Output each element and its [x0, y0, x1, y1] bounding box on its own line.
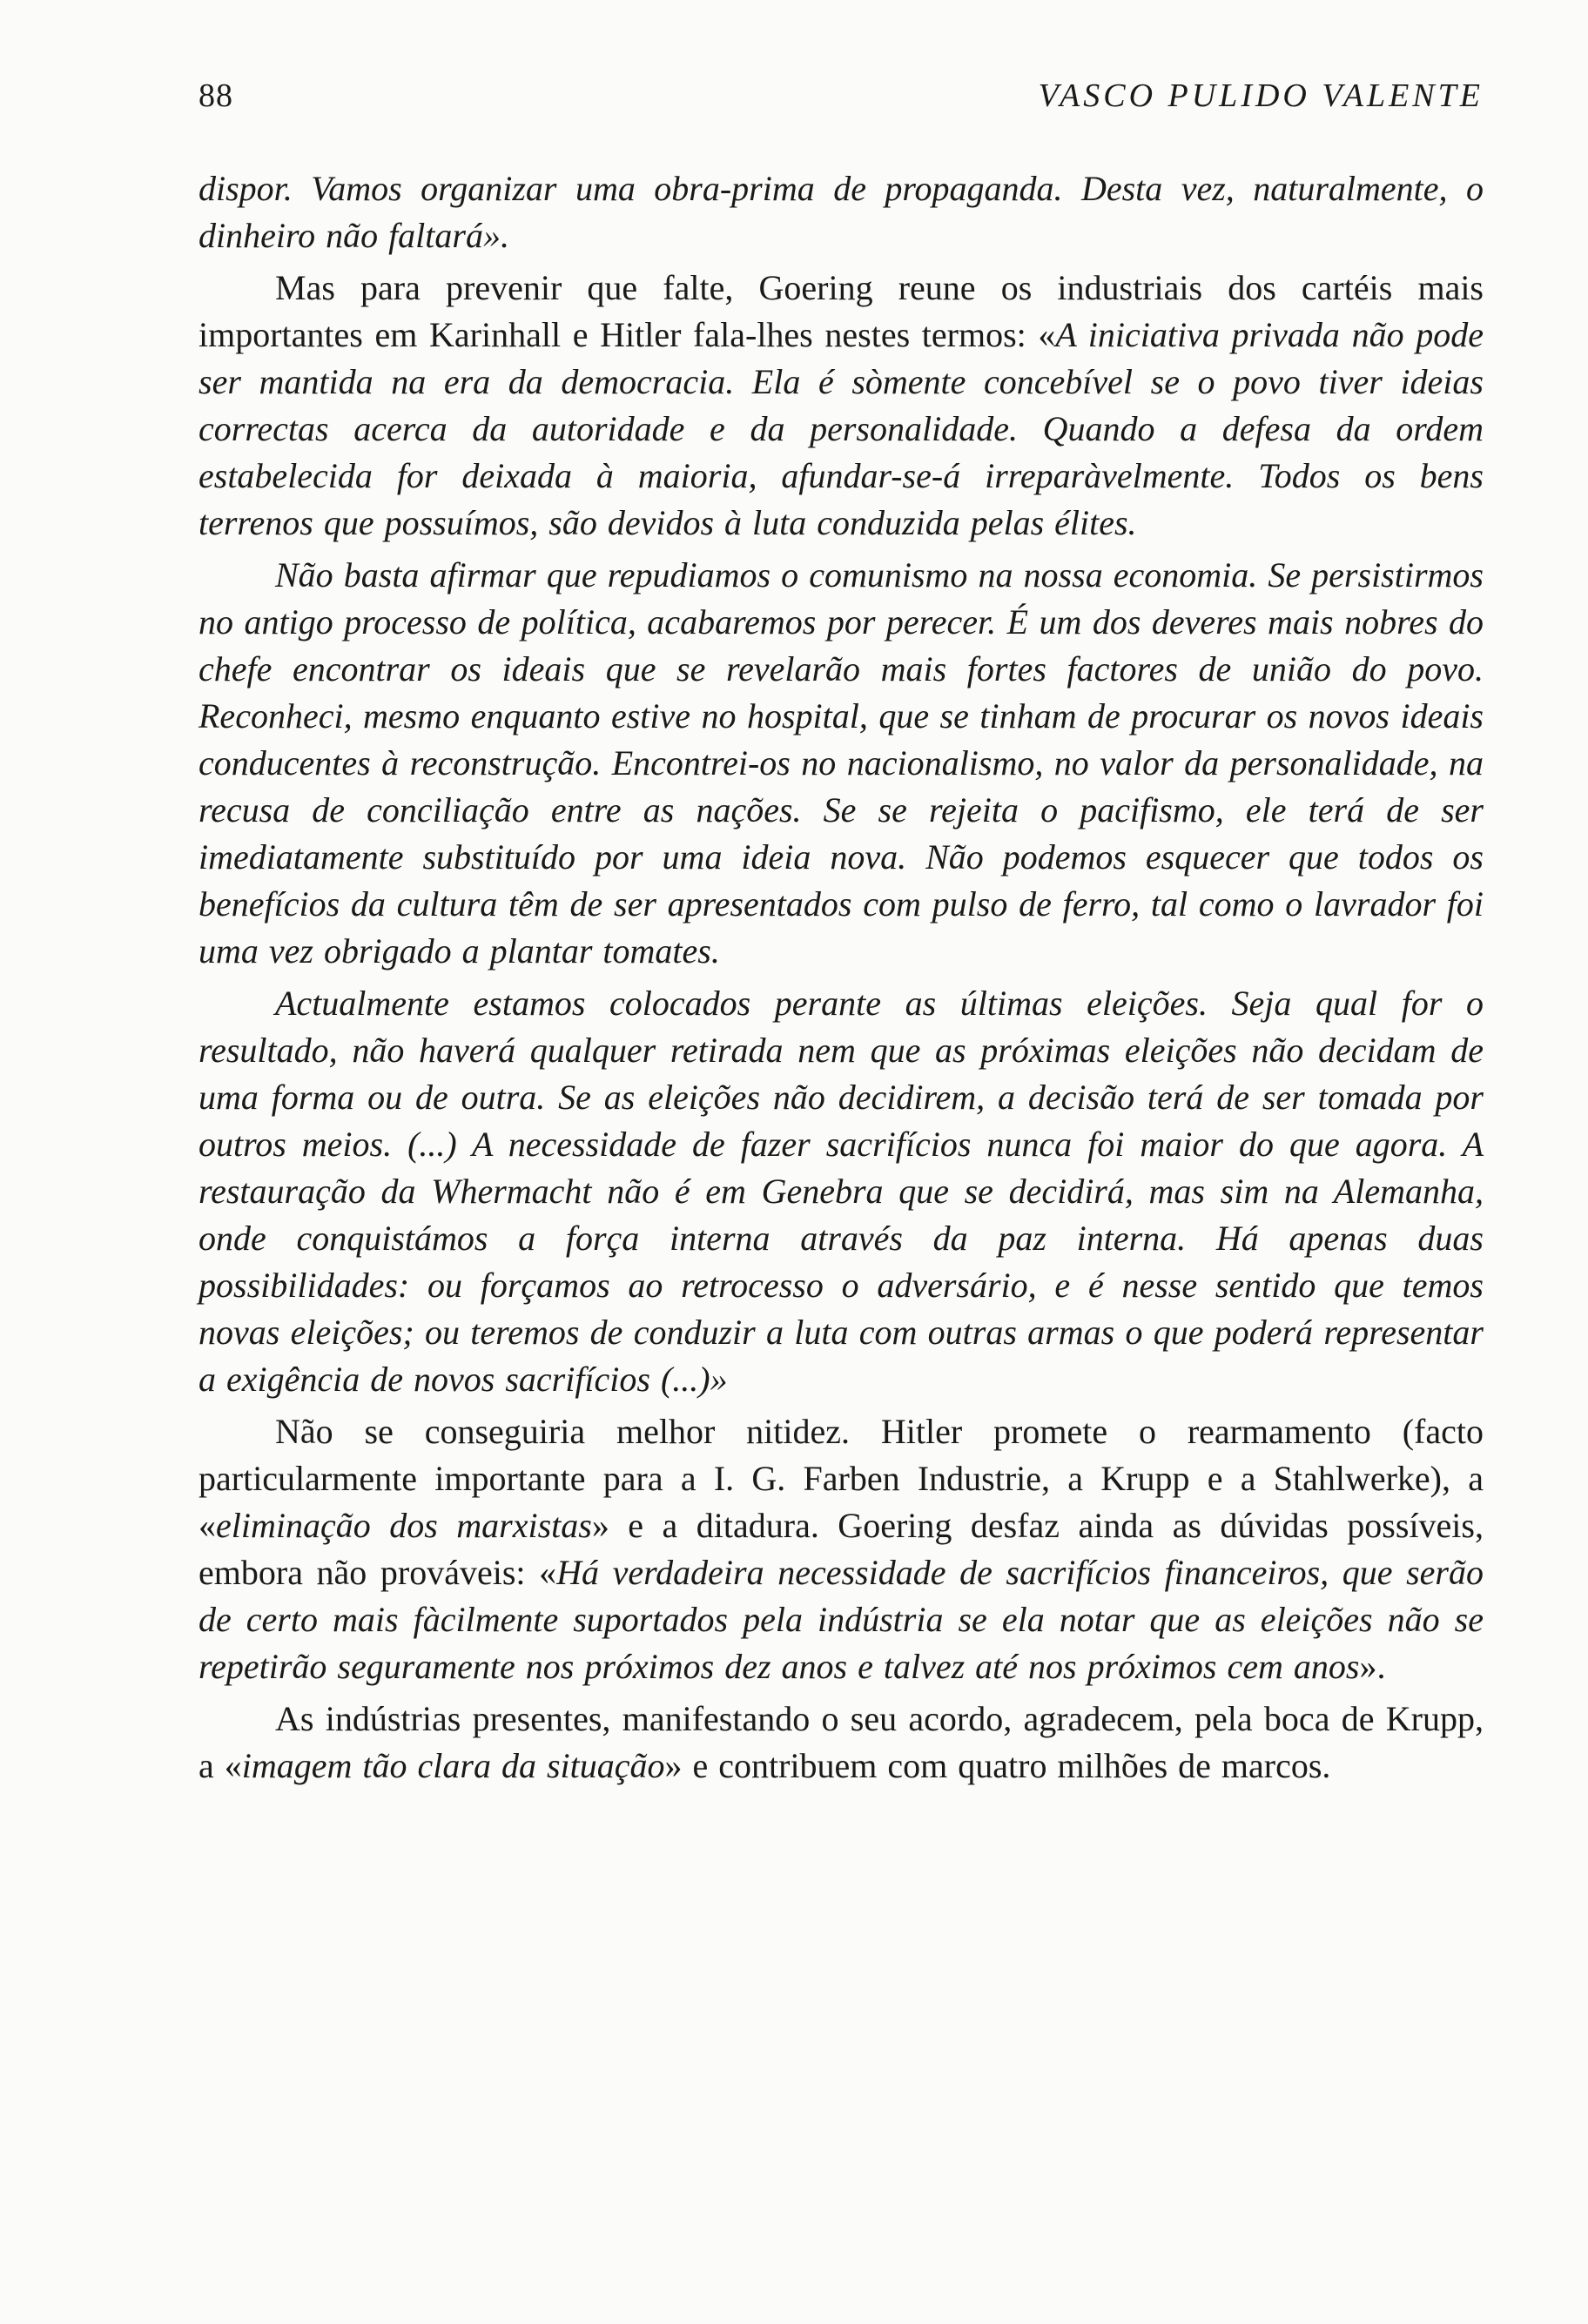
- running-head: VASCO PULIDO VALENTE: [1038, 77, 1484, 114]
- paragraph-6-quote: imagem tão clara da situação: [241, 1746, 665, 1785]
- paragraph-5-quote-a: eliminação dos marxistas: [216, 1506, 592, 1545]
- page-number: 88: [198, 77, 233, 114]
- paragraph-3: Não basta afirmar que repudiamos o comunismo na nossa economia. Se persistirmos no antigo processo de política, acabaremos por perecer. É um dos deveres mais nobres do chefe encontrar os ideais que se revelarão mais fortes factores de união do povo. Reconheci, mesmo enquanto estive no hospital, que se tinham de procurar os novos ideais conducentes à reconstrução. Encontrei-os no nacionalismo, no valor da personalidade, na recusa de conciliação entre as nações. Se se rejeita o pacifismo, ele terá de ser imediatamente substituído por uma ideia nova. Não podemos esquecer que todos os benefícios da cultura têm de ser apresentados com pulso de ferro, tal como o lavrador foi uma vez obrigado a plantar tomates.: [198, 555, 1484, 971]
- paragraph-6: [198, 1696, 1484, 1790]
- paragraph-1: dispor. Vamos organizar uma obra-prima de propaganda. Desta vez, naturalmente, o dinheiro não faltará».: [198, 169, 1484, 255]
- paragraph-5: [198, 1408, 1484, 1690]
- paragraph-2-roman: Mas para prevenir que falte, Goering reune os industriais dos cartéis mais importantes em Karinhall e Hitler fala-lhes nestes termos: «: [198, 268, 1484, 354]
- paragraph-5-quote-b: Há verdadeira necessidade de sacrifícios financeiros, que serão de certo mais fàcilmente suportados pela indústria se ela notar que as eleições não se repetirão seguramente nos próximos dez anos e talvez até nos próximos cem anos: [198, 1553, 1484, 1686]
- paragraph-2-quote: A iniciativa privada não pode ser mantida na era da democracia. Ela é sòmente concebível se o povo tiver ideias correctas acerca da autoridade e da personalidade. Quando a defesa da ordem estabelecida for deixada à maioria, afundar-se-á irreparàvelmente. Todos os bens terrenos que possuímos, são devidos à luta conduzida pelas élites.: [198, 315, 1484, 542]
- page-header: [198, 77, 1484, 120]
- paragraph-6-text-b: » e contribuem com quatro milhões de marcos.: [664, 1746, 1331, 1785]
- paragraph-5-text-a: Não se conseguiria melhor nitidez. Hitler promete o rearmamento (facto particularmente importante para a I. G. Farben Industrie, a Krupp e a Stahlwerke), a «: [198, 1412, 1484, 1545]
- paragraph-5-text-b: » e a ditadura. Goering desfaz ainda as dúvidas possíveis, embora não prováveis: «: [198, 1506, 1484, 1592]
- paragraph-2: [198, 265, 1484, 547]
- paragraph-6-text-a: As indústrias presentes, manifestando o seu acordo, agradecem, pela boca de Krupp, a «: [198, 1699, 1484, 1785]
- body-text: [198, 165, 1484, 1790]
- paragraph-5-text-c: ».: [1359, 1647, 1386, 1686]
- paragraph-4: Actualmente estamos colocados perante as últimas eleições. Seja qual for o resultado, não haverá qualquer retirada nem que as próximas eleições não decidam de uma forma ou de outra. Se as eleições não decidirem, a decisão terá de ser tomada por outros meios. (...) A necessidade de fazer sacrifícios nunca foi maior do que agora. A restauração da Whermacht não é em Genebra que se decidirá, mas sim na Alemanha, onde conquistámos a força interna através da paz interna. Há apenas duas possibilidades: ou forçamos ao retrocesso o adversário, e é nesse sentido que temos novas eleições; ou teremos de conduzir a luta com outras armas o que poderá representar a exigência de novos sacrifícios (...)»: [198, 984, 1484, 1399]
